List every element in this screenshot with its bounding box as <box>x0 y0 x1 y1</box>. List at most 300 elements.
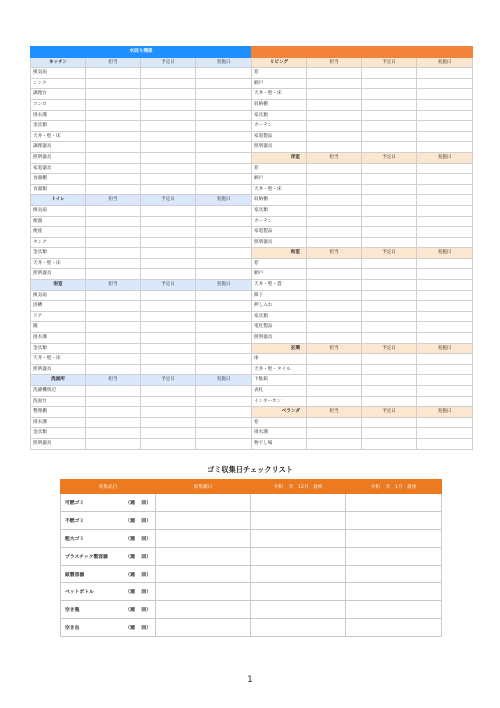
january-first-cell[interactable] <box>346 583 442 601</box>
task-row <box>31 205 252 216</box>
section-column-header: 予定日 <box>362 248 417 259</box>
section-column-header: 予定日 <box>362 57 417 68</box>
planned-date-cell[interactable] <box>141 78 196 89</box>
done-date-cell[interactable] <box>417 131 473 142</box>
planned-date-cell[interactable] <box>141 311 196 322</box>
done-date-cell[interactable] <box>417 110 473 121</box>
done-date-cell[interactable] <box>196 364 252 375</box>
done-date-cell[interactable] <box>196 333 252 344</box>
planned-date-cell[interactable] <box>362 258 417 269</box>
done-date-cell[interactable] <box>196 68 252 79</box>
task-row <box>252 311 473 322</box>
task-row <box>252 99 473 110</box>
assignee-cell[interactable] <box>86 311 141 322</box>
collection-day-cell[interactable] <box>156 529 251 547</box>
done-date-cell[interactable] <box>417 269 473 280</box>
assignee-cell[interactable] <box>86 78 141 89</box>
assignee-cell[interactable] <box>307 163 362 174</box>
assignee-cell[interactable] <box>307 354 362 365</box>
assignee-cell[interactable] <box>86 99 141 110</box>
assignee-cell[interactable] <box>307 174 362 185</box>
assignee-cell[interactable] <box>307 386 362 397</box>
garbage-item-name: 空き瓶 <box>65 608 80 614</box>
assignee-cell[interactable] <box>86 343 141 354</box>
done-date-cell[interactable] <box>196 99 252 110</box>
garbage-frequency: （週 回） <box>125 572 151 578</box>
planned-date-cell[interactable] <box>362 131 417 142</box>
done-date-cell[interactable] <box>417 280 473 291</box>
collection-day-cell[interactable] <box>156 619 251 637</box>
done-date-cell[interactable] <box>196 184 252 195</box>
december-last-cell[interactable] <box>251 601 346 619</box>
planned-date-cell[interactable] <box>362 333 417 344</box>
done-date-cell[interactable] <box>196 89 252 100</box>
done-date-cell[interactable] <box>196 237 252 248</box>
task-label: 収納棚 <box>252 99 307 110</box>
assignee-cell[interactable] <box>307 195 362 206</box>
task-row <box>252 322 473 333</box>
planned-date-cell[interactable] <box>141 110 196 121</box>
planned-date-cell[interactable] <box>141 142 196 153</box>
done-date-cell[interactable] <box>196 152 252 163</box>
task-row <box>252 269 473 280</box>
task-label: 金具類 <box>31 428 86 439</box>
planned-date-cell[interactable] <box>141 205 196 216</box>
garbage-frequency: （週 回） <box>125 536 151 542</box>
done-date-cell[interactable] <box>196 407 252 418</box>
collection-day-cell[interactable] <box>156 583 251 601</box>
task-row <box>252 354 473 365</box>
assignee-cell[interactable] <box>307 322 362 333</box>
task-label: 便座 <box>31 227 86 238</box>
garbage-checklist-title: ゴミ収集日チェックリスト <box>207 465 293 474</box>
task-label: 食器類 <box>31 184 86 195</box>
done-date-cell[interactable] <box>417 333 473 344</box>
planned-date-cell[interactable] <box>362 142 417 153</box>
planned-date-cell[interactable] <box>362 290 417 301</box>
assignee-cell[interactable] <box>307 184 362 195</box>
december-last-cell[interactable] <box>251 494 346 512</box>
planned-date-cell[interactable] <box>141 227 196 238</box>
planned-date-cell[interactable] <box>141 417 196 428</box>
section-title: キッチン <box>31 57 86 68</box>
assignee-cell[interactable] <box>307 110 362 121</box>
assignee-cell[interactable] <box>86 354 141 365</box>
done-date-cell[interactable] <box>417 99 473 110</box>
planned-date-cell[interactable] <box>141 216 196 227</box>
assignee-cell[interactable] <box>307 364 362 375</box>
planned-date-cell[interactable] <box>362 364 417 375</box>
planned-date-cell[interactable] <box>141 396 196 407</box>
section-column-header: 予定日 <box>141 375 196 386</box>
task-label: 調理器具 <box>31 142 86 153</box>
done-date-cell[interactable] <box>196 311 252 322</box>
garbage-item-name: 可燃ゴミ <box>65 500 85 506</box>
done-date-cell[interactable] <box>196 110 252 121</box>
task-row <box>31 290 252 301</box>
planned-date-cell[interactable] <box>141 131 196 142</box>
task-row <box>31 333 252 344</box>
done-date-cell[interactable] <box>196 258 252 269</box>
task-row <box>252 375 473 386</box>
done-date-cell[interactable] <box>417 290 473 301</box>
planned-date-cell[interactable] <box>141 237 196 248</box>
assignee-cell[interactable] <box>86 142 141 153</box>
december-last-cell[interactable] <box>251 511 346 529</box>
done-date-cell[interactable] <box>196 78 252 89</box>
done-date-cell[interactable] <box>196 121 252 132</box>
planned-date-cell[interactable] <box>362 375 417 386</box>
december-last-cell[interactable] <box>251 619 346 637</box>
done-date-cell[interactable] <box>417 428 473 439</box>
assignee-cell[interactable] <box>86 110 141 121</box>
task-label: ドア <box>31 311 86 322</box>
assignee-cell[interactable] <box>307 290 362 301</box>
assignee-cell[interactable] <box>307 89 362 100</box>
assignee-cell[interactable] <box>307 142 362 153</box>
january-first-cell[interactable] <box>346 511 442 529</box>
done-date-cell[interactable] <box>417 375 473 386</box>
january-first-cell[interactable] <box>346 565 442 583</box>
section-column-header: 担当 <box>307 343 362 354</box>
assignee-cell[interactable] <box>86 407 141 418</box>
done-date-cell[interactable] <box>196 248 252 259</box>
assignee-cell[interactable] <box>86 68 141 79</box>
task-row <box>31 343 252 354</box>
section-header-row <box>252 407 473 418</box>
done-date-cell[interactable] <box>417 386 473 397</box>
planned-date-cell[interactable] <box>362 121 417 132</box>
assignee-cell[interactable] <box>307 216 362 227</box>
task-label: 電化製品 <box>252 322 307 333</box>
assignee-cell[interactable] <box>86 290 141 301</box>
done-date-cell[interactable] <box>417 364 473 375</box>
task-label: 表札 <box>252 386 307 397</box>
planned-date-cell[interactable] <box>362 110 417 121</box>
section-column-header: 実施日 <box>417 343 473 354</box>
planned-date-cell[interactable] <box>141 258 196 269</box>
orange-band-row <box>252 47 473 58</box>
assignee-cell[interactable] <box>307 258 362 269</box>
task-label: 家電製品 <box>252 131 307 142</box>
collection-day-cell[interactable] <box>156 511 251 529</box>
task-label: 照明器具 <box>31 438 86 449</box>
assignee-cell[interactable] <box>307 333 362 344</box>
done-date-cell[interactable] <box>417 322 473 333</box>
assignee-cell[interactable] <box>86 174 141 185</box>
section-header-row <box>31 280 252 291</box>
planned-date-cell[interactable] <box>141 99 196 110</box>
planned-date-cell[interactable] <box>362 311 417 322</box>
planned-date-cell[interactable] <box>141 89 196 100</box>
assignee-cell[interactable] <box>86 364 141 375</box>
january-first-cell[interactable] <box>346 619 442 637</box>
planned-date-cell[interactable] <box>141 68 196 79</box>
collection-day-cell[interactable] <box>156 547 251 565</box>
assignee-cell[interactable] <box>86 237 141 248</box>
done-date-cell[interactable] <box>417 184 473 195</box>
january-first-cell[interactable] <box>346 601 442 619</box>
task-label: 金具類 <box>31 248 86 259</box>
task-row <box>31 142 252 153</box>
garbage-frequency: （週 回） <box>125 590 151 596</box>
planned-date-cell[interactable] <box>362 99 417 110</box>
task-label: 排水溝 <box>31 333 86 344</box>
done-date-cell[interactable] <box>196 301 252 312</box>
task-label: 排水溝 <box>31 417 86 428</box>
planned-date-cell[interactable] <box>362 386 417 397</box>
assignee-cell[interactable] <box>86 333 141 344</box>
garbage-frequency: （週 回） <box>125 608 151 614</box>
task-row <box>31 322 252 333</box>
task-label: タンク <box>31 237 86 248</box>
planned-date-cell[interactable] <box>141 121 196 132</box>
planned-date-cell[interactable] <box>141 438 196 449</box>
assignee-cell[interactable] <box>86 417 141 428</box>
planned-date-cell[interactable] <box>141 290 196 301</box>
section-title: トイレ <box>31 195 86 206</box>
task-label: 換気扇 <box>31 205 86 216</box>
done-date-cell[interactable] <box>196 438 252 449</box>
planned-date-cell[interactable] <box>141 354 196 365</box>
done-date-cell[interactable] <box>417 396 473 407</box>
done-date-cell[interactable] <box>417 174 473 185</box>
collection-day-cell[interactable] <box>156 601 251 619</box>
planned-date-cell[interactable] <box>362 396 417 407</box>
done-date-cell[interactable] <box>196 227 252 238</box>
january-first-cell[interactable] <box>346 529 442 547</box>
section-header-row <box>31 375 252 386</box>
task-label: 金具類 <box>31 121 86 132</box>
assignee-cell[interactable] <box>307 280 362 291</box>
task-row <box>31 68 252 79</box>
planned-date-cell[interactable] <box>362 322 417 333</box>
assignee-cell[interactable] <box>86 438 141 449</box>
assignee-cell[interactable] <box>307 311 362 322</box>
assignee-cell[interactable] <box>307 205 362 216</box>
done-date-cell[interactable] <box>196 428 252 439</box>
task-label: 家具類 <box>252 110 307 121</box>
garbage-row <box>61 619 442 637</box>
done-date-cell[interactable] <box>196 269 252 280</box>
done-date-cell[interactable] <box>417 195 473 206</box>
planned-date-cell[interactable] <box>362 280 417 291</box>
header-item: 収集品目 <box>61 480 156 494</box>
done-date-cell[interactable] <box>196 163 252 174</box>
december-last-cell[interactable] <box>251 583 346 601</box>
assignee-cell[interactable] <box>86 227 141 238</box>
garbage-item-cell <box>61 511 156 529</box>
planned-date-cell[interactable] <box>141 152 196 163</box>
assignee-cell[interactable] <box>86 396 141 407</box>
assignee-cell[interactable] <box>307 99 362 110</box>
task-label: シンク <box>31 78 86 89</box>
assignee-cell[interactable] <box>307 78 362 89</box>
assignee-cell[interactable] <box>86 216 141 227</box>
garbage-item-name: 粗大ゴミ <box>65 536 85 542</box>
done-date-cell[interactable] <box>417 163 473 174</box>
done-date-cell[interactable] <box>196 417 252 428</box>
section-column-header: 予定日 <box>362 407 417 418</box>
task-row <box>252 258 473 269</box>
collection-day-cell[interactable] <box>156 494 251 512</box>
assignee-cell[interactable] <box>86 121 141 132</box>
section-title: ベランダ <box>252 407 307 418</box>
january-first-cell[interactable] <box>346 494 442 512</box>
assignee-cell[interactable] <box>86 163 141 174</box>
section-column-header: 担当 <box>307 407 362 418</box>
done-date-cell[interactable] <box>417 89 473 100</box>
done-date-cell[interactable] <box>196 290 252 301</box>
assignee-cell[interactable] <box>86 89 141 100</box>
done-date-cell[interactable] <box>417 258 473 269</box>
assignee-cell[interactable] <box>307 375 362 386</box>
section-column-header: 実施日 <box>196 280 252 291</box>
done-date-cell[interactable] <box>196 174 252 185</box>
done-date-cell[interactable] <box>417 417 473 428</box>
december-last-cell[interactable] <box>251 565 346 583</box>
planned-date-cell[interactable] <box>141 301 196 312</box>
planned-date-cell[interactable] <box>362 195 417 206</box>
assignee-cell[interactable] <box>86 248 141 259</box>
done-date-cell[interactable] <box>417 142 473 153</box>
assignee-cell[interactable] <box>86 386 141 397</box>
planned-date-cell[interactable] <box>362 205 417 216</box>
planned-date-cell[interactable] <box>362 237 417 248</box>
planned-date-cell[interactable] <box>141 184 196 195</box>
task-row <box>252 216 473 227</box>
planned-date-cell[interactable] <box>362 163 417 174</box>
planned-date-cell[interactable] <box>141 174 196 185</box>
done-date-cell[interactable] <box>417 121 473 132</box>
planned-date-cell[interactable] <box>141 364 196 375</box>
assignee-cell[interactable] <box>307 269 362 280</box>
task-row <box>31 131 252 142</box>
done-date-cell[interactable] <box>417 301 473 312</box>
section-column-header: 担当 <box>86 375 141 386</box>
task-row <box>252 333 473 344</box>
task-row <box>252 131 473 142</box>
assignee-cell[interactable] <box>307 428 362 439</box>
assignee-cell[interactable] <box>307 121 362 132</box>
section-column-header: 実施日 <box>196 195 252 206</box>
assignee-cell[interactable] <box>307 131 362 142</box>
main-title-row <box>31 47 252 58</box>
assignee-cell[interactable] <box>86 205 141 216</box>
garbage-frequency: （週 回） <box>125 500 151 506</box>
planned-date-cell[interactable] <box>362 438 417 449</box>
task-label: 下駄箱 <box>252 375 307 386</box>
task-row <box>252 438 473 449</box>
task-label: 窓 <box>252 417 307 428</box>
done-date-cell[interactable] <box>196 354 252 365</box>
collection-day-cell[interactable] <box>156 565 251 583</box>
planned-date-cell[interactable] <box>141 428 196 439</box>
assignee-cell[interactable] <box>86 152 141 163</box>
assignee-cell[interactable] <box>307 237 362 248</box>
planned-date-cell[interactable] <box>362 428 417 439</box>
planned-date-cell[interactable] <box>362 216 417 227</box>
planned-date-cell[interactable] <box>141 333 196 344</box>
planned-date-cell[interactable] <box>362 301 417 312</box>
assignee-cell[interactable] <box>86 301 141 312</box>
planned-date-cell[interactable] <box>141 163 196 174</box>
task-row <box>31 386 252 397</box>
done-date-cell[interactable] <box>196 386 252 397</box>
december-last-cell[interactable] <box>251 529 346 547</box>
done-date-cell[interactable] <box>417 227 473 238</box>
task-label: カーテン <box>252 216 307 227</box>
done-date-cell[interactable] <box>417 311 473 322</box>
assignee-cell[interactable] <box>307 68 362 79</box>
done-date-cell[interactable] <box>196 322 252 333</box>
planned-date-cell[interactable] <box>362 68 417 79</box>
assignee-cell[interactable] <box>307 301 362 312</box>
task-label: 物干し場 <box>252 438 307 449</box>
planned-date-cell[interactable] <box>141 322 196 333</box>
done-date-cell[interactable] <box>196 396 252 407</box>
done-date-cell[interactable] <box>196 205 252 216</box>
planned-date-cell[interactable] <box>141 248 196 259</box>
assignee-cell[interactable] <box>86 269 141 280</box>
planned-date-cell[interactable] <box>141 407 196 418</box>
done-date-cell[interactable] <box>417 237 473 248</box>
planned-date-cell[interactable] <box>141 343 196 354</box>
planned-date-cell[interactable] <box>141 386 196 397</box>
planned-date-cell[interactable] <box>362 354 417 365</box>
assignee-cell[interactable] <box>307 227 362 238</box>
assignee-cell[interactable] <box>307 417 362 428</box>
done-date-cell[interactable] <box>417 216 473 227</box>
task-row <box>252 89 473 100</box>
planned-date-cell[interactable] <box>141 269 196 280</box>
assignee-cell[interactable] <box>86 131 141 142</box>
section-column-header: 実施日 <box>417 407 473 418</box>
done-date-cell[interactable] <box>196 343 252 354</box>
done-date-cell[interactable] <box>417 68 473 79</box>
done-date-cell[interactable] <box>196 131 252 142</box>
planned-date-cell[interactable] <box>362 269 417 280</box>
assignee-cell[interactable] <box>86 184 141 195</box>
planned-date-cell[interactable] <box>362 89 417 100</box>
planned-date-cell[interactable] <box>362 417 417 428</box>
done-date-cell[interactable] <box>417 438 473 449</box>
assignee-cell[interactable] <box>307 438 362 449</box>
december-last-cell[interactable] <box>251 547 346 565</box>
task-row <box>31 99 252 110</box>
done-date-cell[interactable] <box>417 78 473 89</box>
done-date-cell[interactable] <box>196 142 252 153</box>
assignee-cell[interactable] <box>86 258 141 269</box>
task-label: 天井・壁・床 <box>31 354 86 365</box>
planned-date-cell[interactable] <box>362 227 417 238</box>
done-date-cell[interactable] <box>417 205 473 216</box>
done-date-cell[interactable] <box>196 216 252 227</box>
planned-date-cell[interactable] <box>362 174 417 185</box>
section-title: 洗面所 <box>31 375 86 386</box>
assignee-cell[interactable] <box>86 428 141 439</box>
task-row <box>252 78 473 89</box>
assignee-cell[interactable] <box>307 396 362 407</box>
done-date-cell[interactable] <box>417 354 473 365</box>
january-first-cell[interactable] <box>346 547 442 565</box>
task-label: 家電器具 <box>31 163 86 174</box>
section-header-row <box>252 57 473 68</box>
planned-date-cell[interactable] <box>362 184 417 195</box>
planned-date-cell[interactable] <box>362 78 417 89</box>
assignee-cell[interactable] <box>86 322 141 333</box>
task-row <box>31 121 252 132</box>
